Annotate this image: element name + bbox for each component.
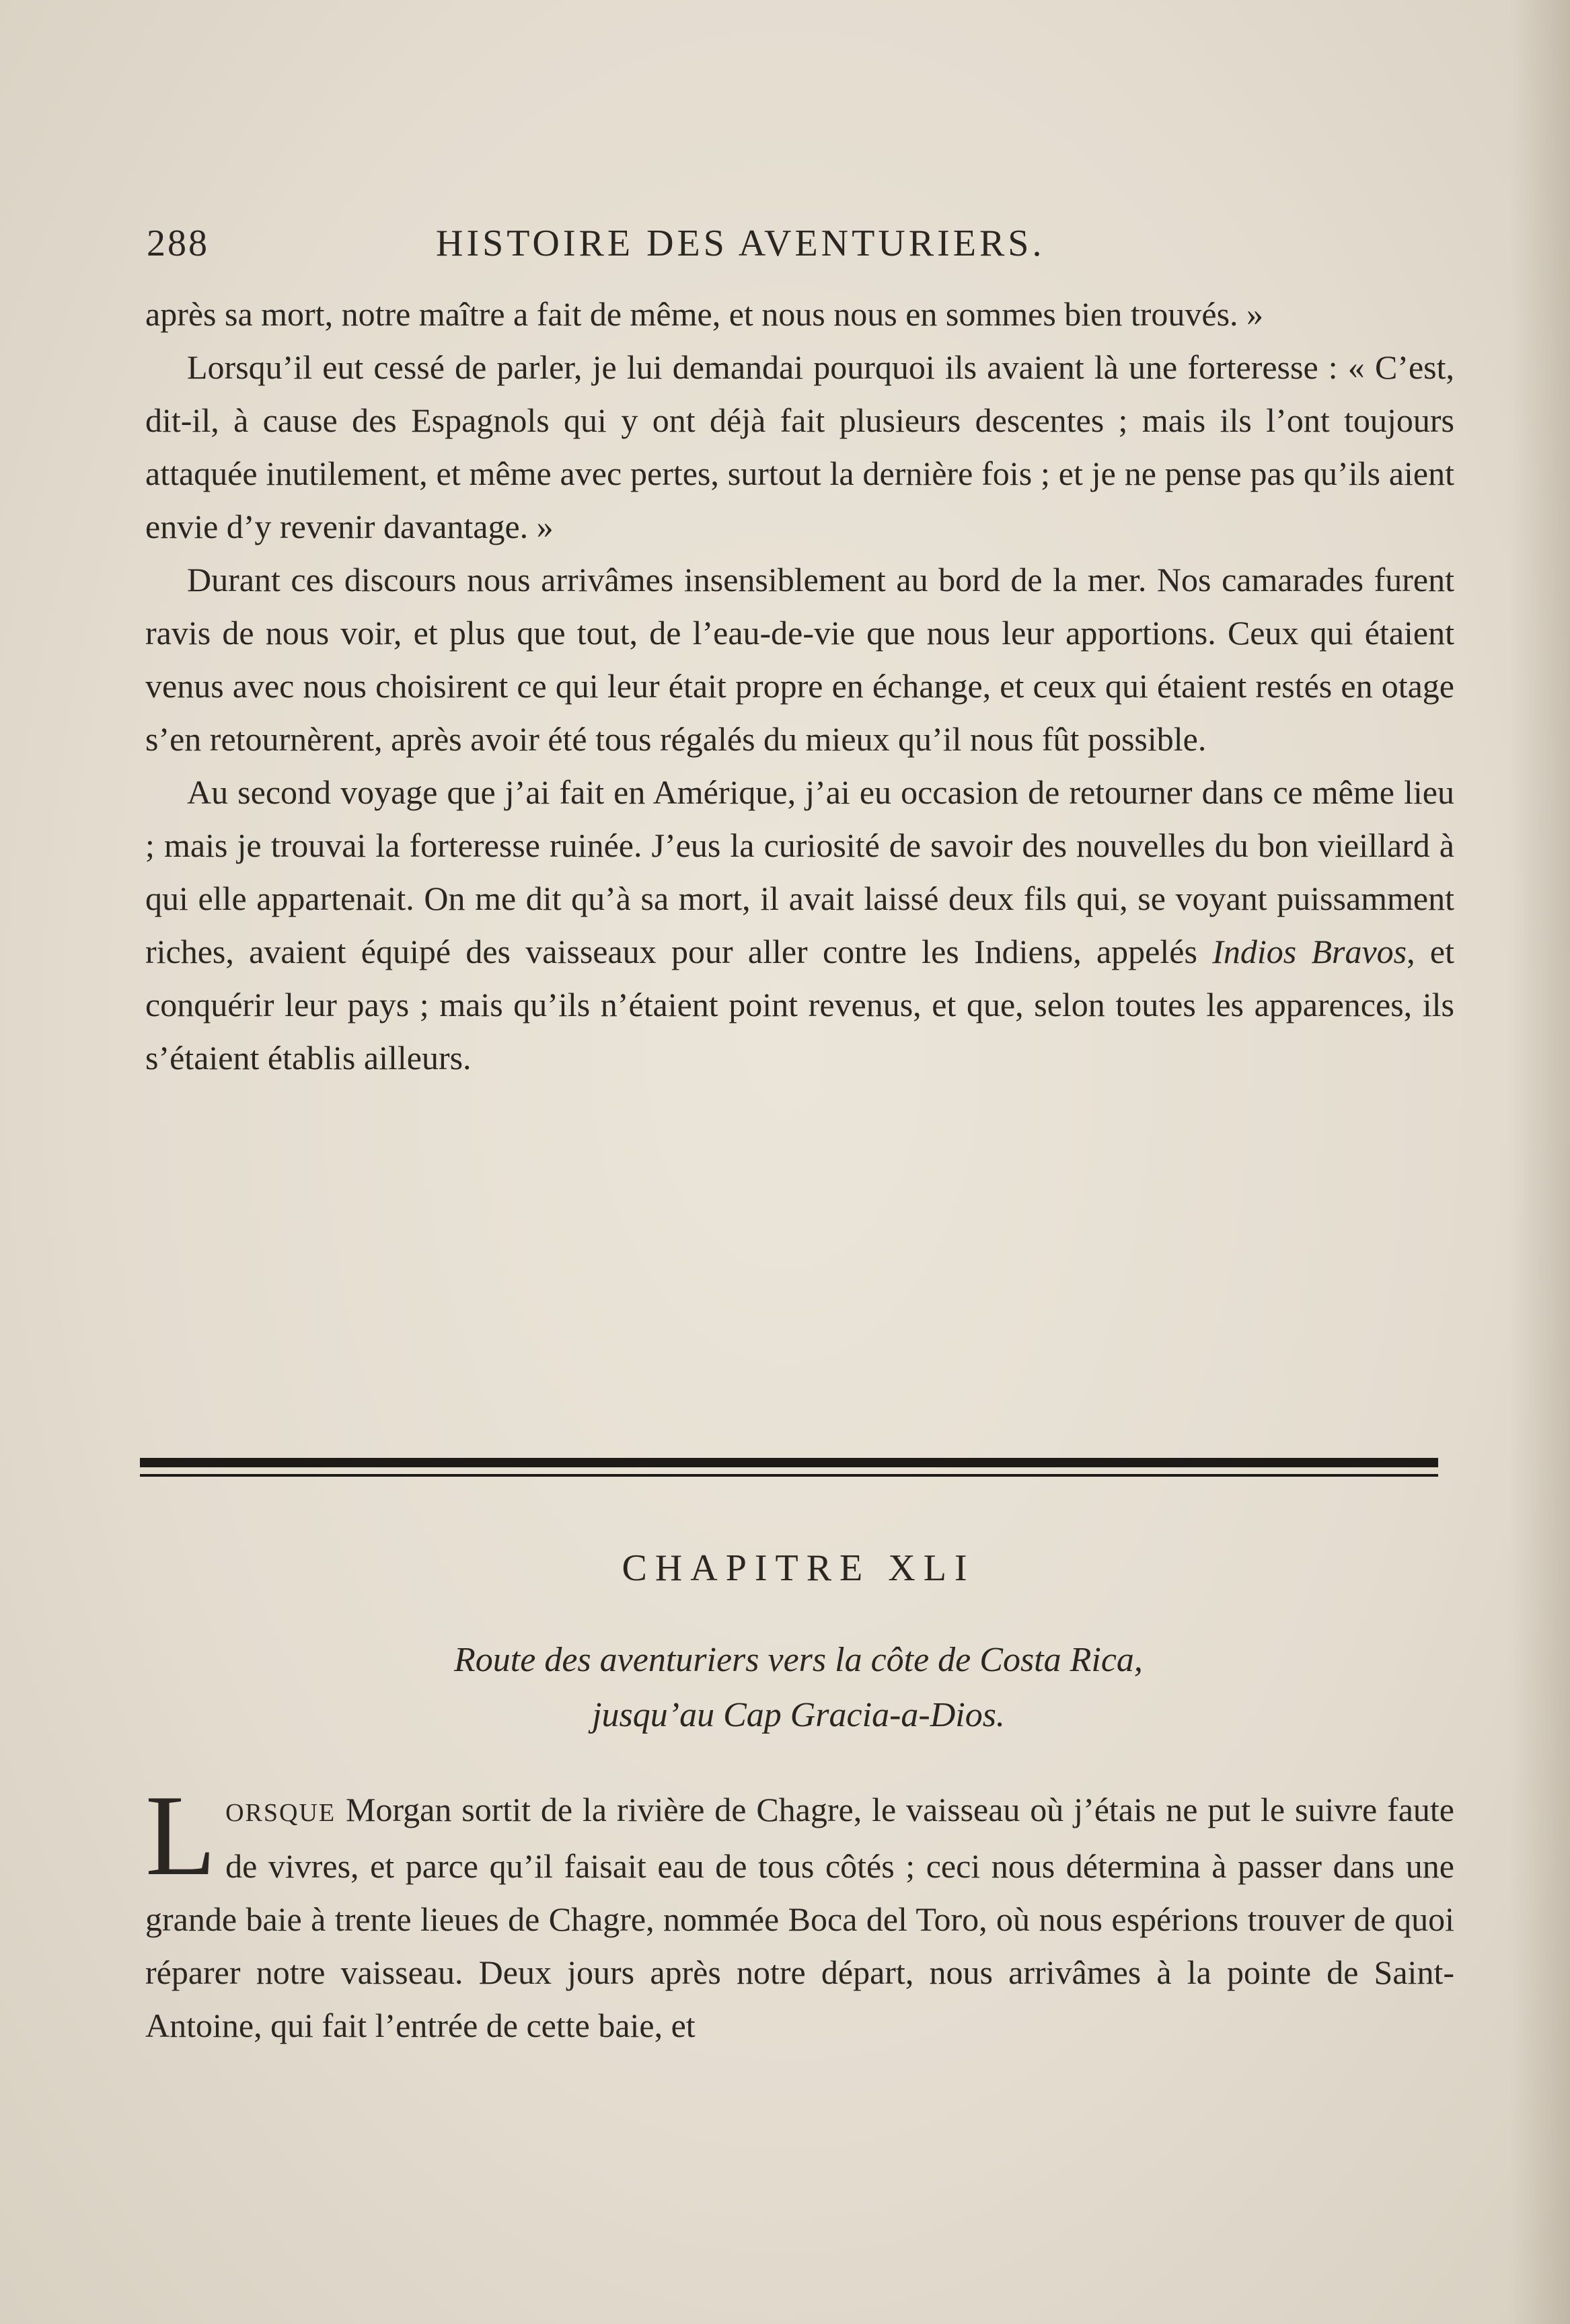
running-head: HISTOIRE DES AVENTURIERS. — [436, 223, 1045, 264]
top-text-block — [145, 288, 1454, 1085]
italic-term: Indios Bravos — [1212, 933, 1407, 970]
page-number: 288 — [147, 223, 209, 264]
paragraph-continuation: après sa mort, notre maître a fait de même, et nous nous en sommes bien trouvés. » — [145, 295, 1264, 333]
paragraph-text: Au second voyage que j’ai fait en Amérique, j’ai eu occasion de retourner dans ce même lieu ; mais je trouvai la forteresse ruinée. J’eus la curiosité de savoir des nouvelles du bon vieillard à qui elle appartenait. On me dit qu’à sa mort, il avait laissé deux fils qui, se voyant puissamment riches, avaient équipé des vaisseaux pour aller contre les Indiens, appelés — [145, 773, 1454, 970]
small-caps-word: ORSQUE — [225, 1799, 336, 1827]
chapter-title: CHAPITRE XLI — [622, 1547, 975, 1589]
paragraph: Lorsqu’il eut cessé de parler, je lui demandai pourquoi ils avaient là une forteresse : « C’est, dit-il, à cause des Espagnols qui y ont déjà fait plusieurs descentes ; mais ils l’ont toujours attaquée inutilement, et même avec pertes, surtout la dernière fois ; et je ne pense pas qu’ils aient envie d’y revenir davantage. » — [145, 348, 1454, 545]
paragraph-text: Morgan sortit de la rivière de Chagre, le vaisseau où j’étais ne put le suivre faute de vivres, et parce qu’il faisait eau de tous côtés ; ceci nous détermina à passer dans une grande baie à trente lieues de Chagre, nommée Boca del Toro, où nous espérions trouver de quoi réparer notre vaisseau. Deux jours après notre départ, nous arrivâmes à la pointe de Saint-Antoine, qui fait l’entrée de cette baie, et — [145, 1791, 1454, 2044]
page-header — [147, 222, 1169, 276]
drop-cap: L — [145, 1772, 217, 1900]
paragraph — [145, 766, 1454, 1085]
chapter-rule-thick — [140, 1458, 1438, 1467]
chapter-text-block — [145, 1772, 1454, 2052]
paragraph: Durant ces discours nous arrivâmes insensiblement au bord de la mer. Nos camarades furent ravis de nous voir, et plus que tout, de l’eau-de-vie que nous leur apportions. Ceux qui étaient venus avec nous choisirent ce qui leur était propre en échange, et ceux qui étaient restés en otage s’en retournèrent, après avoir été tous régalés du mieux qu’il nous fût possible. — [145, 561, 1454, 758]
chapter-subtitle-line: jusqu’au Cap Gracia-a-Dios. — [592, 1696, 1005, 1734]
chapter-rule-thin — [140, 1474, 1438, 1477]
paragraph-text: , et conquérir leur pays ; mais qu’ils n’étaient point revenus, et que, selon toutes les apparences, ils s’étaient établis ailleurs. — [145, 933, 1454, 1077]
chapter-subtitle-line: Route des aventuriers vers la côte de Costa Rica, — [454, 1641, 1143, 1679]
chapter-subtitle — [0, 1633, 1570, 1743]
chapter-opening-paragraph — [145, 1772, 1454, 2052]
